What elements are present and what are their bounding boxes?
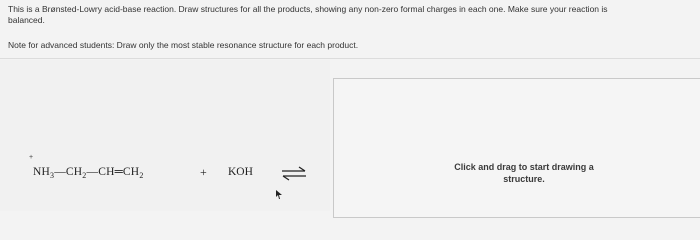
instructions-text — [8, 4, 700, 26]
canvas-prompt: Click and drag to start drawing a structure. — [454, 162, 594, 184]
instructions-line-2: balanced. — [8, 15, 45, 25]
plus-sign: + — [200, 165, 207, 179]
reaction-area — [0, 60, 330, 211]
instructions-line-1: This is a Brønsted-Lowry acid-base reaction. Draw structures for all the products, showing any non-zero formal charges in each one. Make sure your reaction is — [8, 4, 608, 14]
mouse-cursor-icon — [276, 190, 282, 199]
drawing-canvas[interactable] — [333, 78, 700, 218]
divider — [0, 58, 700, 59]
reactant-koh: KOH — [228, 166, 253, 178]
equilibrium-arrows-icon — [281, 166, 307, 182]
reactant-allylammonium: $NH_3—CH_2—CH═CH_2$ — [33, 166, 144, 180]
formal-charge-plus: + — [29, 154, 34, 161]
advanced-note: Note for advanced students: Draw only the most stable resonance structure for each product. — [8, 40, 359, 50]
